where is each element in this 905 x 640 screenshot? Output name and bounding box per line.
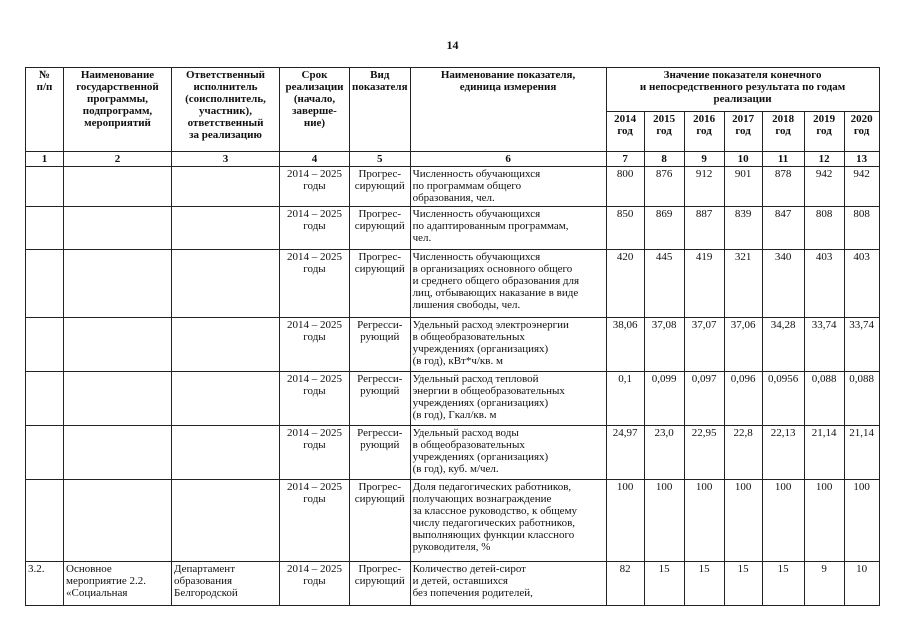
row-value: 0,097 [684, 372, 724, 426]
header-indicator-name: Наименование показателя, единица измерения [410, 68, 606, 152]
row-value: 82 [606, 562, 644, 606]
row-value: 21,14 [804, 426, 844, 480]
column-number: 10 [724, 152, 762, 167]
header-year: 2016 год [684, 112, 724, 152]
row-responsible [172, 250, 280, 318]
header-year: 2015 год [644, 112, 684, 152]
row-number [26, 372, 64, 426]
header-responsible: Ответственный исполнитель (соисполнитель, участник), ответственный за реализацию [172, 68, 280, 152]
row-number [26, 207, 64, 250]
row-value: 15 [644, 562, 684, 606]
row-number [26, 426, 64, 480]
row-value: 15 [684, 562, 724, 606]
row-program-name [64, 480, 172, 562]
row-value: 9 [804, 562, 844, 606]
row-value: 839 [724, 207, 762, 250]
header-year: 2014 год [606, 112, 644, 152]
table-row [26, 318, 880, 372]
row-responsible [172, 426, 280, 480]
row-value: 100 [804, 480, 844, 562]
row-value: 22,95 [684, 426, 724, 480]
row-indicator-type: Прогрес- сирующий [350, 562, 411, 606]
header-program-name: Наименование государственной программы, подпрограмм, мероприятий [64, 68, 172, 152]
row-number [26, 167, 64, 207]
row-value: 420 [606, 250, 644, 318]
row-number [26, 480, 64, 562]
row-indicator-name: Численность обучающихся по программам общего образования, чел. [410, 167, 606, 207]
row-value: 808 [804, 207, 844, 250]
row-period: 2014 – 2025 годы [280, 318, 350, 372]
row-indicator-type: Прогрес- сирующий [350, 480, 411, 562]
row-value: 100 [762, 480, 804, 562]
column-number: 13 [844, 152, 879, 167]
row-program-name [64, 250, 172, 318]
row-indicator-name: Удельный расход воды в общеобразовательных учреждениях (организациях) (в год), куб. м/чел. [410, 426, 606, 480]
row-program-name [64, 167, 172, 207]
row-value: 340 [762, 250, 804, 318]
column-number: 6 [410, 152, 606, 167]
row-value: 869 [644, 207, 684, 250]
row-indicator-type: Регресси- рующий [350, 426, 411, 480]
header-indicator-type: Вид показателя [350, 68, 411, 152]
column-number: 9 [684, 152, 724, 167]
table-row [26, 562, 880, 606]
row-period: 2014 – 2025 годы [280, 480, 350, 562]
row-value: 942 [804, 167, 844, 207]
column-number: 2 [64, 152, 172, 167]
row-value: 321 [724, 250, 762, 318]
row-indicator-name: Численность обучающихся по адаптированным программам, чел. [410, 207, 606, 250]
row-value: 800 [606, 167, 644, 207]
row-value: 23,0 [644, 426, 684, 480]
row-value: 419 [684, 250, 724, 318]
row-responsible: Департамент образования Белгородской [172, 562, 280, 606]
column-number: 3 [172, 152, 280, 167]
row-value: 100 [684, 480, 724, 562]
row-value: 100 [644, 480, 684, 562]
row-period: 2014 – 2025 годы [280, 167, 350, 207]
row-value: 22,13 [762, 426, 804, 480]
row-value: 33,74 [804, 318, 844, 372]
header-year: 2020 год [844, 112, 879, 152]
row-period: 2014 – 2025 годы [280, 372, 350, 426]
page-number: 14 [446, 38, 459, 52]
row-period: 2014 – 2025 годы [280, 562, 350, 606]
row-responsible [172, 480, 280, 562]
row-value: 876 [644, 167, 684, 207]
row-value: 445 [644, 250, 684, 318]
row-value: 15 [762, 562, 804, 606]
row-value: 37,07 [684, 318, 724, 372]
row-period: 2014 – 2025 годы [280, 207, 350, 250]
row-indicator-name: Количество детей-сирот и детей, оставшихся без попечения родителей, [410, 562, 606, 606]
row-value: 10 [844, 562, 879, 606]
header-period: Срок реализации (начало, заверше- ние) [280, 68, 350, 152]
row-indicator-type: Прогрес- сирующий [350, 167, 411, 207]
indicators-table [25, 67, 880, 606]
row-value: 887 [684, 207, 724, 250]
row-indicator-name: Удельный расход электроэнергии в общеобразовательных учреждениях (организациях) (в год), кВт*ч/кв. м [410, 318, 606, 372]
table-row [26, 250, 880, 318]
column-number: 12 [804, 152, 844, 167]
row-value: 37,06 [724, 318, 762, 372]
row-value: 403 [844, 250, 879, 318]
row-value: 403 [804, 250, 844, 318]
row-responsible [172, 207, 280, 250]
row-value: 34,28 [762, 318, 804, 372]
row-value: 0,0956 [762, 372, 804, 426]
row-value: 0,1 [606, 372, 644, 426]
row-value: 0,088 [844, 372, 879, 426]
row-value: 100 [724, 480, 762, 562]
column-number: 8 [644, 152, 684, 167]
row-program-name: Основное мероприятие 2.2. «Социальная [64, 562, 172, 606]
row-value: 24,97 [606, 426, 644, 480]
row-indicator-type: Регресси- рующий [350, 372, 411, 426]
row-value: 21,14 [844, 426, 879, 480]
row-value: 0,088 [804, 372, 844, 426]
row-indicator-type: Прогрес- сирующий [350, 250, 411, 318]
header-num: № п/п [26, 68, 64, 152]
column-number: 5 [350, 152, 411, 167]
row-program-name [64, 426, 172, 480]
table-row [26, 480, 880, 562]
header-year: 2017 год [724, 112, 762, 152]
column-number: 7 [606, 152, 644, 167]
row-value: 0,096 [724, 372, 762, 426]
row-responsible [172, 167, 280, 207]
row-responsible [172, 372, 280, 426]
header-year: 2019 год [804, 112, 844, 152]
row-indicator-type: Регресси- рующий [350, 318, 411, 372]
row-value: 808 [844, 207, 879, 250]
row-value: 37,08 [644, 318, 684, 372]
row-value: 901 [724, 167, 762, 207]
header-values: Значение показателя конечного и непосредственного результата по годам реализации [606, 68, 879, 112]
row-number [26, 250, 64, 318]
table-row [26, 207, 880, 250]
column-number: 1 [26, 152, 64, 167]
column-number: 4 [280, 152, 350, 167]
row-program-name [64, 318, 172, 372]
header-year: 2018 год [762, 112, 804, 152]
row-responsible [172, 318, 280, 372]
row-program-name [64, 207, 172, 250]
row-indicator-type: Прогрес- сирующий [350, 207, 411, 250]
row-program-name [64, 372, 172, 426]
table-row [26, 167, 880, 207]
row-indicator-name: Численность обучающихся в организациях основного общего и среднего общего образования для лиц, отбывающих наказание в виде лишения свободы, чел. [410, 250, 606, 318]
row-number: 3.2. [26, 562, 64, 606]
row-value: 15 [724, 562, 762, 606]
row-indicator-name: Удельный расход тепловой энергии в общеобразовательных учреждениях (организациях) (в год), Гкал/кв. м [410, 372, 606, 426]
row-period: 2014 – 2025 годы [280, 426, 350, 480]
row-value: 100 [844, 480, 879, 562]
row-value: 942 [844, 167, 879, 207]
row-value: 22,8 [724, 426, 762, 480]
table-row [26, 426, 880, 480]
row-value: 878 [762, 167, 804, 207]
table-row [26, 372, 880, 426]
row-value: 100 [606, 480, 644, 562]
row-number [26, 318, 64, 372]
row-value: 850 [606, 207, 644, 250]
row-value: 0,099 [644, 372, 684, 426]
row-value: 912 [684, 167, 724, 207]
row-value: 33,74 [844, 318, 879, 372]
column-number: 11 [762, 152, 804, 167]
row-value: 38,06 [606, 318, 644, 372]
row-value: 847 [762, 207, 804, 250]
row-period: 2014 – 2025 годы [280, 250, 350, 318]
row-indicator-name: Доля педагогических работников, получающих вознаграждение за классное руководство, к общему числу педагогических работников, выполняющих функции классного руководителя, % [410, 480, 606, 562]
